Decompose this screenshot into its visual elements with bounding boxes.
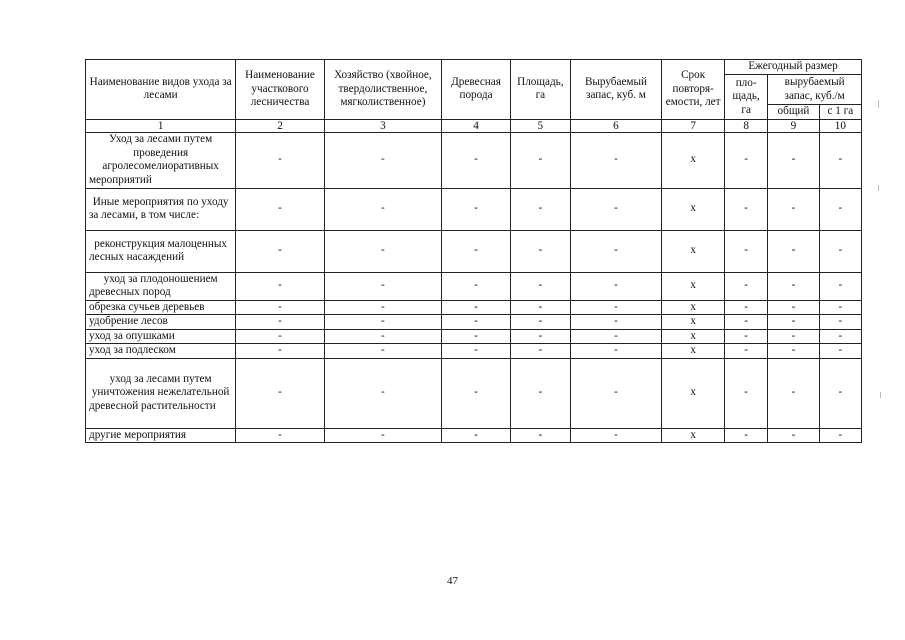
row-cell: - (819, 315, 861, 330)
row-cell: - (236, 315, 325, 330)
row-cell: - (768, 188, 819, 230)
row-cell: - (768, 329, 819, 344)
row-cell: - (570, 329, 662, 344)
row-cell: - (768, 132, 819, 188)
row-cell: - (511, 132, 571, 188)
row-name: Уход за лесами путем проведения агролесомелиоративных мероприятий (86, 132, 236, 188)
row-cell: - (570, 428, 662, 443)
row-cell: - (725, 188, 768, 230)
row-cell: - (324, 428, 441, 443)
row-cell: х (662, 272, 725, 300)
row-cell: - (725, 428, 768, 443)
row-name: уход за плодоношением древесных пород (86, 272, 236, 300)
row-cell: - (725, 315, 768, 330)
row-cell: - (819, 230, 861, 272)
row-cell: - (324, 230, 441, 272)
row-cell: - (236, 358, 325, 428)
column-number: 5 (511, 119, 571, 132)
header-felling-stock: Вырубаемый запас, куб. м (570, 60, 662, 120)
row-cell: х (662, 300, 725, 315)
row-cell: - (819, 329, 861, 344)
row-cell: - (511, 315, 571, 330)
row-cell: - (768, 428, 819, 443)
scan-mark (880, 392, 881, 398)
table-row (86, 230, 862, 272)
page-number: 47 (447, 575, 458, 587)
row-cell: х (662, 188, 725, 230)
row-cell: х (662, 315, 725, 330)
row-cell: - (324, 358, 441, 428)
table-row (86, 315, 862, 330)
column-number-row (86, 119, 862, 132)
header-tree-species: Древесная порода (442, 60, 511, 120)
row-cell: - (442, 300, 511, 315)
row-cell: - (819, 272, 861, 300)
table-row (86, 344, 862, 359)
row-cell: - (442, 188, 511, 230)
row-cell: х (662, 230, 725, 272)
row-cell: х (662, 428, 725, 443)
row-cell: - (324, 344, 441, 359)
column-number: 10 (819, 119, 861, 132)
row-cell: - (442, 329, 511, 344)
row-cell: х (662, 132, 725, 188)
table-body (86, 132, 862, 443)
row-cell: - (236, 300, 325, 315)
row-cell: - (324, 132, 441, 188)
row-cell: - (570, 230, 662, 272)
row-cell: - (768, 358, 819, 428)
row-cell: - (725, 300, 768, 315)
row-cell: - (511, 428, 571, 443)
row-cell: - (819, 344, 861, 359)
table-header (86, 60, 862, 133)
row-cell: х (662, 358, 725, 428)
table-row (86, 188, 862, 230)
row-cell: - (511, 188, 571, 230)
row-cell: - (819, 300, 861, 315)
row-cell: - (236, 329, 325, 344)
row-name: уход за лесами путем уничтожения нежелательной древесной растительности (86, 358, 236, 428)
row-cell: - (511, 300, 571, 315)
row-cell: х (662, 344, 725, 359)
row-cell: - (725, 358, 768, 428)
row-cell: х (662, 329, 725, 344)
row-name: реконструкция малоценных лесных насаждений (86, 230, 236, 272)
row-cell: - (725, 132, 768, 188)
row-cell: - (725, 344, 768, 359)
column-number: 2 (236, 119, 325, 132)
row-cell: - (570, 344, 662, 359)
header-annual-size: Ежегодный размер (725, 60, 862, 75)
row-cell: - (236, 188, 325, 230)
row-name: уход за опушками (86, 329, 236, 344)
row-cell: - (819, 428, 861, 443)
table-row (86, 300, 862, 315)
row-cell: - (768, 344, 819, 359)
row-cell: - (442, 315, 511, 330)
row-cell: - (768, 300, 819, 315)
row-cell: - (570, 358, 662, 428)
row-cell: - (442, 132, 511, 188)
header-repeat-period: Срок повторя-емости, лет (662, 60, 725, 120)
row-name: другие мероприятия (86, 428, 236, 443)
row-cell: - (442, 230, 511, 272)
header-annual-area: пло-щадь, га (725, 75, 768, 120)
table-row (86, 428, 862, 443)
row-cell: - (819, 188, 861, 230)
row-cell: - (768, 315, 819, 330)
row-cell: - (768, 272, 819, 300)
row-cell: - (725, 272, 768, 300)
header-area: Площадь, га (511, 60, 571, 120)
header-annual-volume: вырубаемый запас, куб./м (768, 75, 862, 105)
row-cell: - (570, 315, 662, 330)
row-cell: - (324, 272, 441, 300)
row-cell: - (819, 358, 861, 428)
header-volume-per-ha: с 1 га (819, 105, 861, 120)
row-cell: - (236, 428, 325, 443)
row-cell: - (570, 272, 662, 300)
header-forestry: Наименование участкового лесничества (236, 60, 325, 120)
row-name: уход за подлеском (86, 344, 236, 359)
forest-care-table (85, 59, 862, 443)
row-cell: - (511, 329, 571, 344)
row-name: обрезка сучьев деревьев (86, 300, 236, 315)
row-cell: - (236, 344, 325, 359)
row-cell: - (442, 344, 511, 359)
row-cell: - (236, 132, 325, 188)
row-cell: - (442, 428, 511, 443)
column-number: 1 (86, 119, 236, 132)
table-row (86, 358, 862, 428)
row-name: Иные мероприятия по уходу за лесами, в том числе: (86, 188, 236, 230)
row-cell: - (768, 230, 819, 272)
row-cell: - (511, 230, 571, 272)
row-cell: - (442, 358, 511, 428)
column-number: 6 (570, 119, 662, 132)
row-cell: - (324, 300, 441, 315)
row-cell: - (570, 188, 662, 230)
row-cell: - (725, 230, 768, 272)
row-cell: - (511, 358, 571, 428)
header-volume-total: общий (768, 105, 819, 120)
column-number: 8 (725, 119, 768, 132)
row-cell: - (819, 132, 861, 188)
row-cell: - (570, 300, 662, 315)
row-name: удобрение лесов (86, 315, 236, 330)
row-cell: - (236, 230, 325, 272)
row-cell: - (324, 315, 441, 330)
table-row (86, 329, 862, 344)
column-number: 3 (324, 119, 441, 132)
table-row (86, 132, 862, 188)
column-number: 7 (662, 119, 725, 132)
row-cell: - (511, 272, 571, 300)
scan-mark (878, 100, 879, 108)
scan-mark (878, 185, 879, 191)
row-cell: - (725, 329, 768, 344)
row-cell: - (324, 329, 441, 344)
row-cell: - (324, 188, 441, 230)
column-number: 9 (768, 119, 819, 132)
row-cell: - (236, 272, 325, 300)
row-cell: - (511, 344, 571, 359)
header-care-type: Наименование видов ухода за лесами (86, 60, 236, 120)
row-cell: - (442, 272, 511, 300)
column-number: 4 (442, 119, 511, 132)
row-cell: - (570, 132, 662, 188)
header-economy: Хозяйство (хвойное, твердолиственное, мягколиственное) (324, 60, 441, 120)
table-row (86, 272, 862, 300)
